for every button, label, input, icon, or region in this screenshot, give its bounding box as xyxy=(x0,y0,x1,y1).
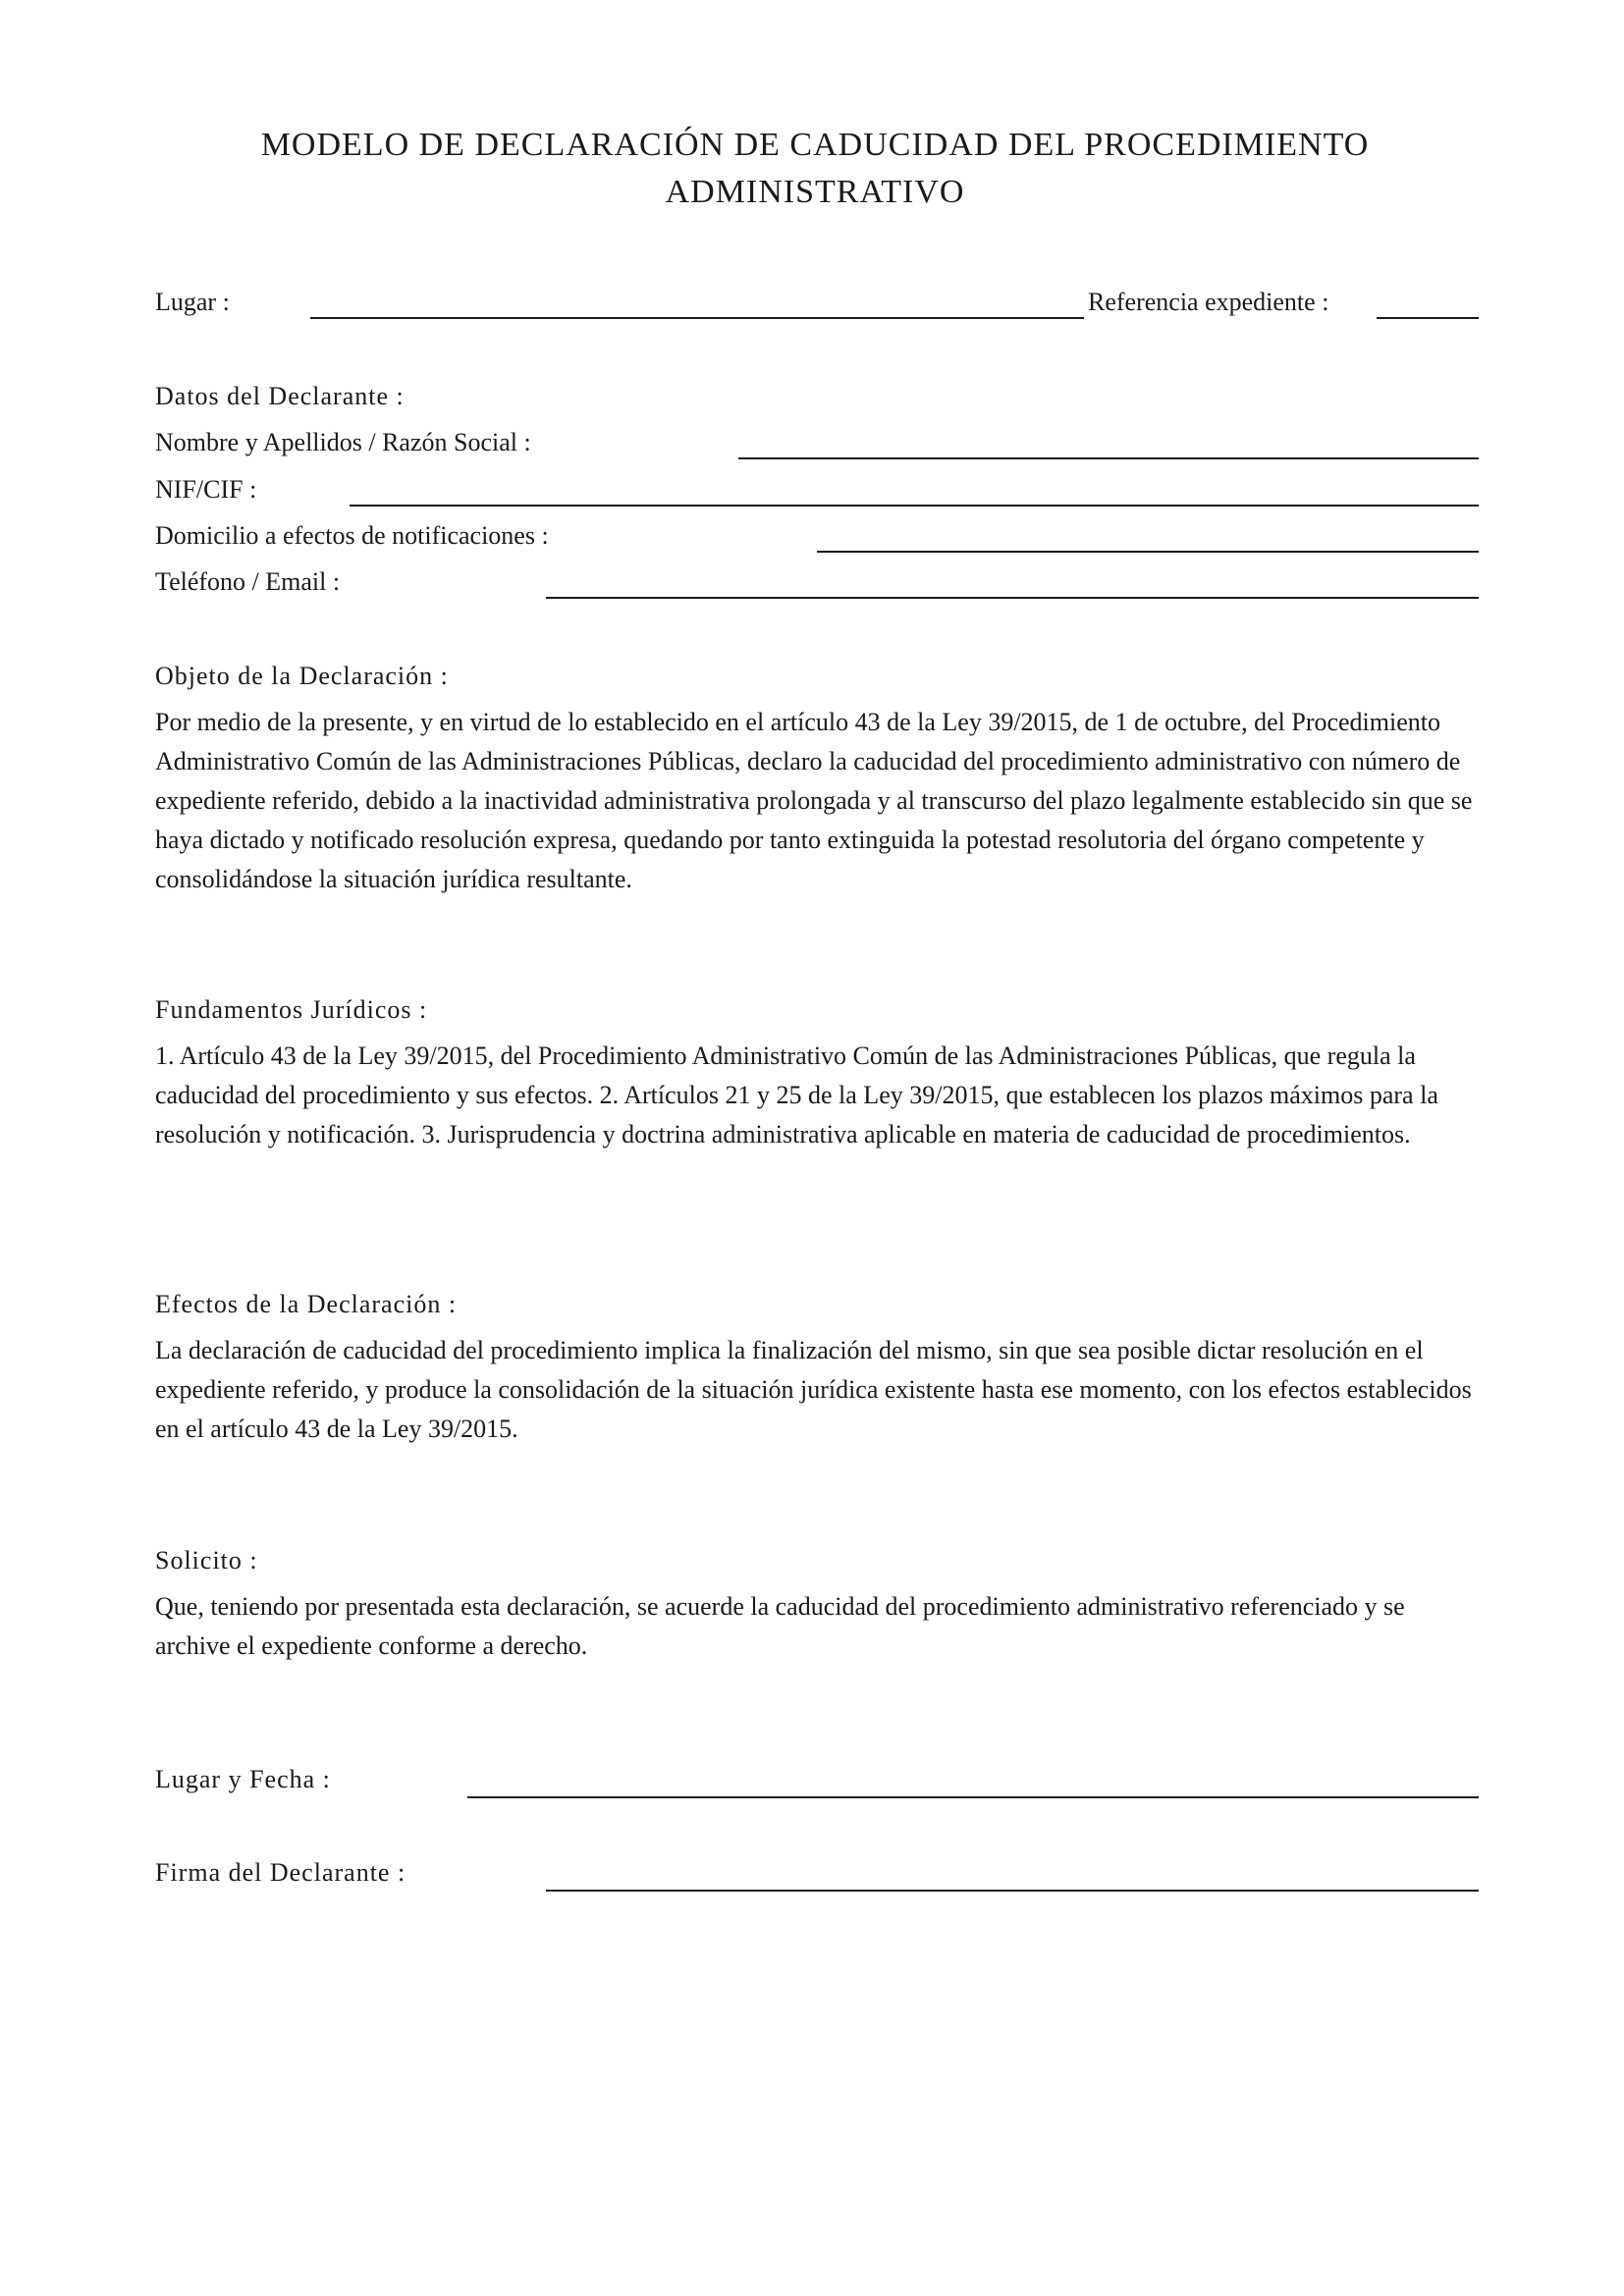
lugar-field-line[interactable] xyxy=(310,317,1084,319)
datos-declarante-heading: Datos del Declarante : xyxy=(155,382,405,410)
fundamentos-paragraph: 1. Artículo 43 de la Ley 39/2015, del Procedimiento Administrativo Común de las Administraciones Públicas, que regula la caducidad del procedimiento y sus efectos. 2. Artículos 21 y 25 de la Ley 39/2015, que establecen los plazos máximos para la resolución y notificación. 3. Jurisprudencia y doctrina administrativa aplicable en materia de caducidad de procedimientos. xyxy=(155,1041,1438,1148)
nif-field-line[interactable] xyxy=(350,505,1479,507)
objeto-paragraph: Por medio de la presente, y en virtud de lo establecido en el artículo 43 de la Ley 39/2015, de 1 de octubre, del Procedimiento Administrativo Común de las Administraciones Públicas, declaro la caducidad del procedimiento administrativo con número de expediente referido, debido a la inactividad administrativa prolongada y al transcurso del plazo legalmente establecido sin que se haya dictado y notificado resolución expresa, quedando por tanto extinguida la potestad resolutoria del órgano competente y consolidándose la situación jurídica resultante. xyxy=(155,708,1473,893)
lugar-fecha-field-line[interactable] xyxy=(467,1796,1479,1798)
fundamentos-heading: Fundamentos Jurídicos : xyxy=(155,995,428,1024)
firma-field-line[interactable] xyxy=(546,1890,1479,1892)
objeto-heading: Objeto de la Declaración : xyxy=(155,662,449,690)
firma-declarante-label: Firma del Declarante : xyxy=(155,1858,406,1887)
nif-label: NIF/CIF : xyxy=(155,475,257,504)
referencia-expediente-field-line[interactable] xyxy=(1377,317,1479,319)
solicito-paragraph: Que, teniendo por presentada esta declaración, se acuerde la caducidad del procedimiento administrativo referenciado y se archive el expediente conforme a derecho. xyxy=(155,1592,1405,1660)
domicilio-label: Domicilio a efectos de notificaciones : xyxy=(155,521,549,550)
efectos-heading: Efectos de la Declaración : xyxy=(155,1290,458,1318)
referencia-expediente-label: Referencia expediente : xyxy=(1088,288,1329,316)
nombre-field-line[interactable] xyxy=(738,457,1479,459)
lugar-fecha-label: Lugar y Fecha : xyxy=(155,1765,331,1793)
title-line-1: MODELO DE DECLARACIÓN DE CADUCIDAD DEL PROCEDIMIENTO xyxy=(260,127,1370,163)
lugar-label: Lugar : xyxy=(155,288,230,316)
telefono-email-label: Teléfono / Email : xyxy=(155,567,341,596)
domicilio-field-line[interactable] xyxy=(817,551,1479,553)
solicito-heading: Solicito : xyxy=(155,1546,258,1575)
telefono-email-field-line[interactable] xyxy=(546,597,1479,599)
efectos-paragraph: La declaración de caducidad del procedimiento implica la finalización del mismo, sin que sea posible dictar resolución en el expediente referido, y produce la consolidación de la situación jurídica existente hasta ese momento, con los efectos establecidos en el artículo 43 de la Ley 39/2015. xyxy=(155,1336,1472,1443)
document-title xyxy=(157,122,1473,216)
title-line-2: ADMINISTRATIVO xyxy=(665,174,965,210)
nombre-label: Nombre y Apellidos / Razón Social : xyxy=(155,428,531,456)
